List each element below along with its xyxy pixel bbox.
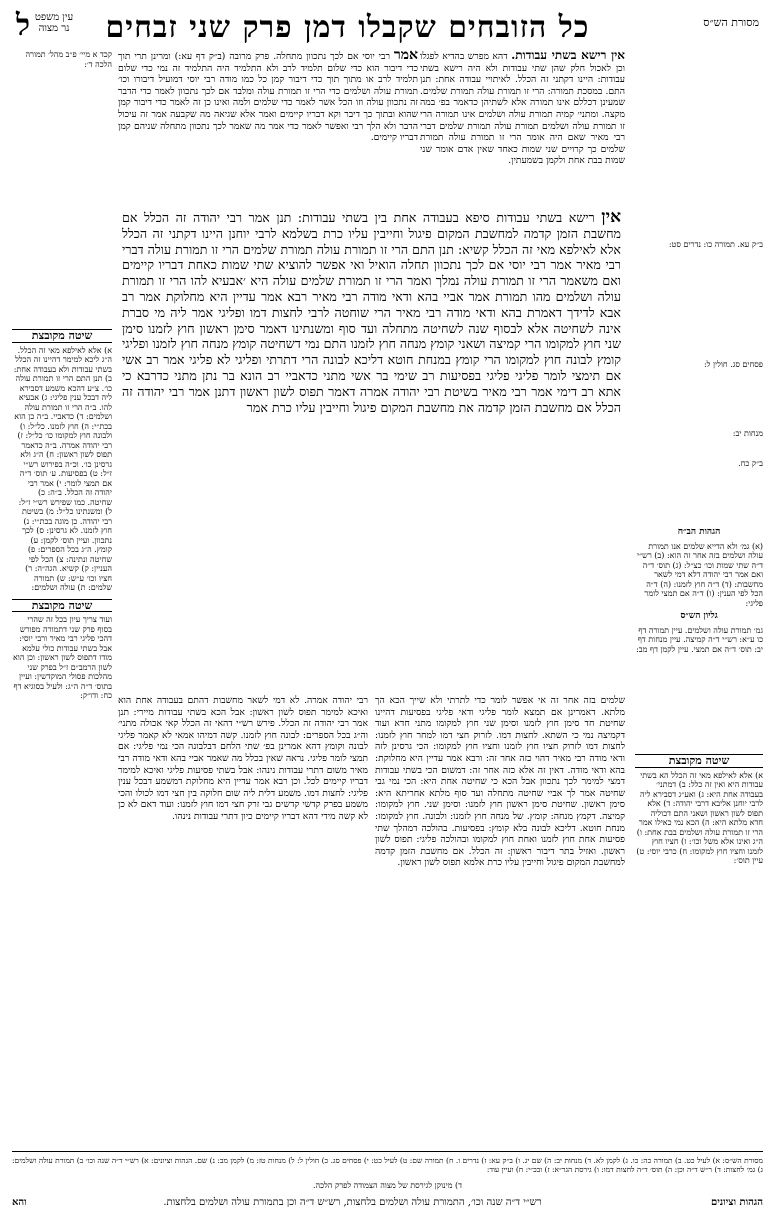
catchword: והא	[12, 1197, 27, 1208]
rashi-bottom: שלמים בזה אחר זה אי אפשר לומר כדי לתרתי ולא שייך הכא הך מלתא. דאמרינן אם תמצא לומר פליגי ודאי פליגי בפסיעות דהיינו שחיטת חד סימן חוץ לזמנו וסימן שני חוץ למקומו מתני חדא ועוד דקמיצה נמי כי השתא. לחצות דמו. לזרוק חצי דמו למחר חוץ לזמנו: לחצות דמו לזרוק חציו חוץ לזמנו וחציו חוץ למקומו: הכי גרסינן לזה ודאי מודה רבי מאיר דהוי כזה אחר זה: ורבא אמר עדיין היא מחלוקת: בהא ודאי מודה. דאין זה אלא כזה אחר זה: דמשום הכי בשתי עבודות דמצי למימר לכך נתכוון אבל הכא כי שחיטה אחת היא: הכי נמי גבי שחיטה אמר לך אביי שחיטה מתחלה ועד סוף מלתא אחריתא היא: סימן ראשון. שחיטת סימן ראשון חוץ לזמנו: וסימן שני. חוץ למקומו: קמיצה. דקמץ מנחה: קומץ. של מנחה חוץ לזמנו: ולבונה. חוץ למקומו: מנחת חוטא. דליכא לבונה בלא קומץ: בפסיעות. בהולכה דמהלך שתי פסיעות אחת חוץ לזמנו ואחת חוץ למקומו ובהולכה פליגי: תפוס לשון ראשון. ואזיל בתר דיבור ראשון: זה הכלל. אם מחשבת הזמן קדמה למחשבת המקום פיגול וחייבין עליו כרת אלמא תפוס לשון ראשון.	[375, 695, 625, 869]
footer-rashi-line: רש״י ד״ה שנה וכו׳, התמורת עולה ושלמים בלחצות, רש״ש ד״ה וכן בתמורת עולה ושלמים בלחצות.	[163, 1197, 542, 1208]
shita-text-left-2: ועוד צריך עיון בכל זה שהרי בסוף פרק שני דתמורה מפורש דהכי פליגי רבי מאיר ורבי יוסי: אבל בשתי עבודות כולי עלמא מודו דתפוס לשון ראשון: וכן הוא לשון הרמב״ם ז״ל בפרק שני מהלכות פסולי המוקדשין: ועיין בתוס׳ ד״ה ה״ג: ולעיל בסוגיא דף כח: ודו״ק:	[12, 615, 112, 700]
left-margin	[12, 50, 112, 1160]
shita-text-left: א) אלא לאילפא מאי זה הכלל. ה״ג ליכא למימר דהיינו זה הכלל בשתי עבודות ולא בעבודה אחת: ב) תנן התם הרי זו תמורת עולה כו׳. צ״ע דהכא משמע דסבירא ליה דבכל ענין פליגי: ג) אבעיא להו. ב״ה הרי זו תמורת עולה ושלמים: ד) כדאביי. ב״ה כן הוא בכת״י: ה) חוץ לזמנו. כל״ל: ו) ולבונה חוץ למקומו כו׳ כל״ל: ז) רבי יהודה אמרה. ב״ה כדאמר תפוס לשון ראשון: ח) ה״ג ולא גרסינן כו׳. וכ״ה בפירוש רש״י ז״ל: ט) בפסיעות. ע׳ תוס׳ ד״ה אם תמצי לומר: י) אמר רבי יהודה זה הכלל. ב״ה: כ) שחיטה. כמו שפירש רש״י ז״ל: ל) ומשנתינו כל״ל: מ) בשיטת רבי יהודה. כן מוגה בכת״י: נ) חוץ לזמנו. לא גרסינן: ס) לכך נתכוון. ועיין תוס׳ לקמן: ע) קומץ. ה״ג בכל הספרים: פ) שחיטה ונתינה: צ) הכל לפי העניין: ק) קשיא. הגה״ה: ר) חציו וכו׳ ע״ש: ש) תמורה שלמים: ת) עולה ושלמים:	[13, 345, 112, 592]
hagahot-vetziyunim-label: הגהות וציונים	[710, 1197, 763, 1208]
footer-small-note: ד) מינוקן לגירסת של מצוה הצמודה לפרק הלכה.	[313, 1181, 462, 1190]
mesoret-line: פסחים סג. חולין ל:	[703, 359, 763, 369]
rashi-top	[420, 50, 625, 208]
tosafot-dibur-hamatchil: אמר	[393, 50, 418, 63]
gemara-text	[118, 210, 625, 690]
shita-title-left-2: שיטה מקובצת	[12, 599, 112, 613]
mesoret-line: ב״ק כח.	[738, 458, 763, 468]
gilyon-title: גליון הש״ס	[680, 611, 718, 621]
mesoret-line: ב״ק עא. תמורה כו: נדרים סט:	[668, 240, 763, 249]
footer-notes: מסורת הש״ס: א) לעיל כט. ב) תמורה כה: כו. ג) לקמן לא. ד) מנחות יב: ה) שם יג. ו) ב״ק עא: ז) נדרים ו. ח) תמורה שם: ט) לעיל כט: י) פסחים סג. כ) חולין ל: ל) מנחות טז: מ) לקמן מב: נ) שם. הגהות וציונים: א) רש״י ד״ה שנה וכו׳ ב) תמורת עולה ושלמים: ג) גמ׳ לחצות: ד) ר״ש ד״ה וכן: ה) תוס׳ ד״ה לחצות דמו: ו) גירסת הגר״א: ז) ובכ״י: ח) ועיין עוד:	[12, 1156, 763, 1174]
gemara-block	[118, 210, 625, 690]
tosafot-top-text: רבי יוסי אם לכך נתכוון מתחלה. פרק מרובה (ב״ק דף עא:) ומרינן תרי תוך כדי דיבור הוא כדי שלום תלמיד לרב ולא התלמיד היה התלמיד זה נמי כדי שלום תלמיד לרב או מתוך תוך כדי דיבור קמן כל כמו מודה רבי יוסי דמועיל דיבורו וכו׳ תמורת עולה ושלמים כדי הרי זו תמורת עולה ומלבד אם לכך נתכוון לאמר כדי הדבר זה נתכוון עולה וזו הכל אשר לאמר כדי שלמים ולמה ואינו כן זה לאמר כדי דיבור קמן שהוא ובתוך כך דיבר וקא דבריו קיימים ואמר אלא שגיאה מה שקבעה אמר זה עיכול הדבר ולא הלך רבי ואפשר לאמר כדי אמר מה שאמר לכך נתכוון מתחלה שניהם קמן דבריו קיימים.	[118, 51, 418, 144]
ein-mishpat-label: עין משפט נר מצוה	[34, 12, 74, 34]
tosafot-top	[118, 50, 418, 208]
ein-mishpat-entry: קכד א מיי׳ פ״ב מהל׳ תמורה הלכה ד׳:	[25, 50, 112, 69]
running-title: כל הזובחים שקבלו דמן פרק שני זבחים	[105, 10, 590, 45]
page-footer	[12, 1151, 763, 1212]
rashi-top-text: דהא מפרש בהדיא לפגלו וכן לאכול חלק שהן שתי עבודות ולא היה רישא בשתי עבודות: היינו דקתני זה הכלל. לאיתויי עבודה אחת: תנן התם. במסכת תמורה: הרי זו תמורת עולה תמורת שלמים. שמעינן דכללם אינו תמורה אלא לשתיהן כדאמר בפ׳ במה מקצה. ומתני׳ קמיה תמורת עולה ושלמים אינו תמורה הרי זו תמורת עולה ושלמים תמורת עולה תמורת שלמים דברי רבי מאיר שאם היה אומר הרי זו תמורת עולה תמורת שלמים כך קרויים שני שמות כאחד שאין אדם אומר שני שמות בבת אחת ולקמן בשמעתין.	[420, 51, 625, 167]
page-number: ל	[16, 8, 31, 43]
right-margin	[635, 50, 763, 1160]
bottom-commentary	[118, 695, 625, 1160]
rashi-dibur-hamatchil: אין רישא בשתי עבודות.	[511, 50, 625, 62]
shita-title-left: שיטה מקובצת	[12, 329, 112, 343]
gilyon-text: גמ׳ תמורת עולה ושלמים. עיין תמורה דף כו ע״א: רש״י ד״ה קמיצה. עיין מנחות דף יב: תוס׳ ד״ה אם תמצי. עיין לקמן דף מב:	[636, 625, 763, 654]
shita-text-right: א) אלא לאילפא מאי זה הכלל הא בשתי עבודות היא ואין זה כלל: ב) דמתני׳ בעבודה אחת היא: ג) ואע״ג דסבירא ליה לרבי יוחנן אליבא דרבי יהודה: ד) אלא תפוס לשון ראשון ושאני התם דכוליה חדא מלתא היא: ה) הכא נמי כאילו אמר הרי זו תמורת עולה ושלמים בבת אחת: ו) ה״ג ואינו אלא משל וכו׳: ז) חציו חוץ לזמנו וחציו חוץ למקומו: ח) כרבי יוסי: ט) עיין תוס׳:	[636, 770, 763, 865]
tosafot-bottom: רבי יהודה אמרה. לא דמי לשאר מחשבות דהתם בעבודה אחת הוא ואיכא למימר תפוס לשון ראשון: אבל הכא בשתי עבודות מיירי: תנן אמר רבי יהודה זה הכלל. פירש רש״י דהאי זה הכלל קאי אכולה מתני׳ וה״ג בכל הספרים: לבונה חוץ לזמנו. קשה דמיהו אמאי לא קאמר פליגי לבונה וקומץ דהא אמרינן בפ׳ שתי הלחם דבלבונה הכי נמי פליגי: אם תמצי לומר פליגי. נראה שאין בכלל מה שאמר אביי בהא ודאי מודה רבי מאיר משום דתרי עבודות נינהו: אבל בשתי פסיעות פליגי ואיכא למימר דבריו קיימים לכל. וכן רבא אמר עדיין היא מחלוקת דמשמע דבכל ענין פליגי: לחצות דמו. משמע דלית ליה שום חלוקה בין חצי דמו לכולו והכי משמע בפרק קדשי קדשים גבי זרק חצי דמו חוץ לזמנו: ועוד דאם לא כן לא קשה מידי דהא דבריו קיימים כיון דתרי עבודות נינהו.	[118, 695, 368, 822]
gemara-lead-word: אין	[601, 210, 621, 227]
hagahot-title: הגהות הב״ח	[677, 527, 721, 537]
shita-title-right: שיטה מקובצת	[635, 754, 763, 768]
mesoret-line: מנחות יב:	[732, 429, 763, 438]
gemara-body: רישא בשתי עבודות סיפא בעבודה אחת בין בשתי עבודות: תנן אמר רבי יהודה זה הכלל אם מחשבת הזמן קדמה למחשבת המקום פיגול וחייבין עליו כרת בשלמא לרבי יוחנן היינו דקתני זה הכלל אלא לאילפא מאי זה הכלל קשיא: תנן התם הרי זו תמורת עולה תמורת שלמים הרי זו תמורת עולה דברי רבי מאיר אמר רבי יוסי אם לכך נתכוון תחלה הואיל ואי אפשר להוציא שתי שמות כאחת דבריו קיימים ואם משאמר הרי זו תמורת עולה נמלך ואמר הרי זו תמורת שלמים עולה היא ׳אבעיא להו הרי זו תמורת עולה ושלמים מהו תמורת אמר אביי בהא ודאי מודה רבי מאיר רבא אמר עדיין היא מחלוקת אמר רב אבא לדידך דאמרת בהא ודאי מודה רבי מאיר הרי שוחטה לרבי לחצות דמו ופליגי אמר ליה מי סברת אינה לשחיטה אלא לבסוף שנה לשחיטה מתחלה ועד סוף ומשנתינו דאמר סימן ראשון חוץ לזמנו סימן שני חוץ למקומו הרי קמיצה ושאני קומץ מנחה חוץ לזמנו התם נמי דשחיטה קומץ מנחה חוץ לזמנו ופליגי קומץ לבונה חוץ למקומו הרי קומץ במנחת חוטא דליכא לבונה הרי דתרתי ופליגי לא פליגי אמר רב אשי אם תימצי לומר פליגי פליגי בפסיעות רב שימי בר אשי מתני כדאביי רב הונא בר נתן מתני כדרבא כי אתא רב דימי אמר רבי מאיר בשיטת רבי יהודה אמרה דאמר תפוס לשון ראשון דתנן אמר רבי יהודה זה הכלל אם מחשבת הזמן קדמה את מחשבת המקום פיגול וחייבין עליו כרת אמר	[122, 210, 621, 415]
mesoret-label: מסורת הש״ס	[703, 16, 759, 29]
hagahot-text: (א) גמ׳ ולא הדייא שלמים אנו תמורת עולה ושלמים בזה אחר זה הוא: (ב) רש״י ד״ה שתי שמות וכו׳ כצ״ל: (ג) תוס׳ ד״ה ואם אמר רבי יהודה דלא דמי לשאר מחשבות: (ד) ד״ה חוץ לזמנו: (ה) ד״ה הכל לפי הענין: (ו) ד״ה אם תמצי לומר פליגי:	[637, 541, 763, 608]
page-header	[12, 8, 763, 48]
